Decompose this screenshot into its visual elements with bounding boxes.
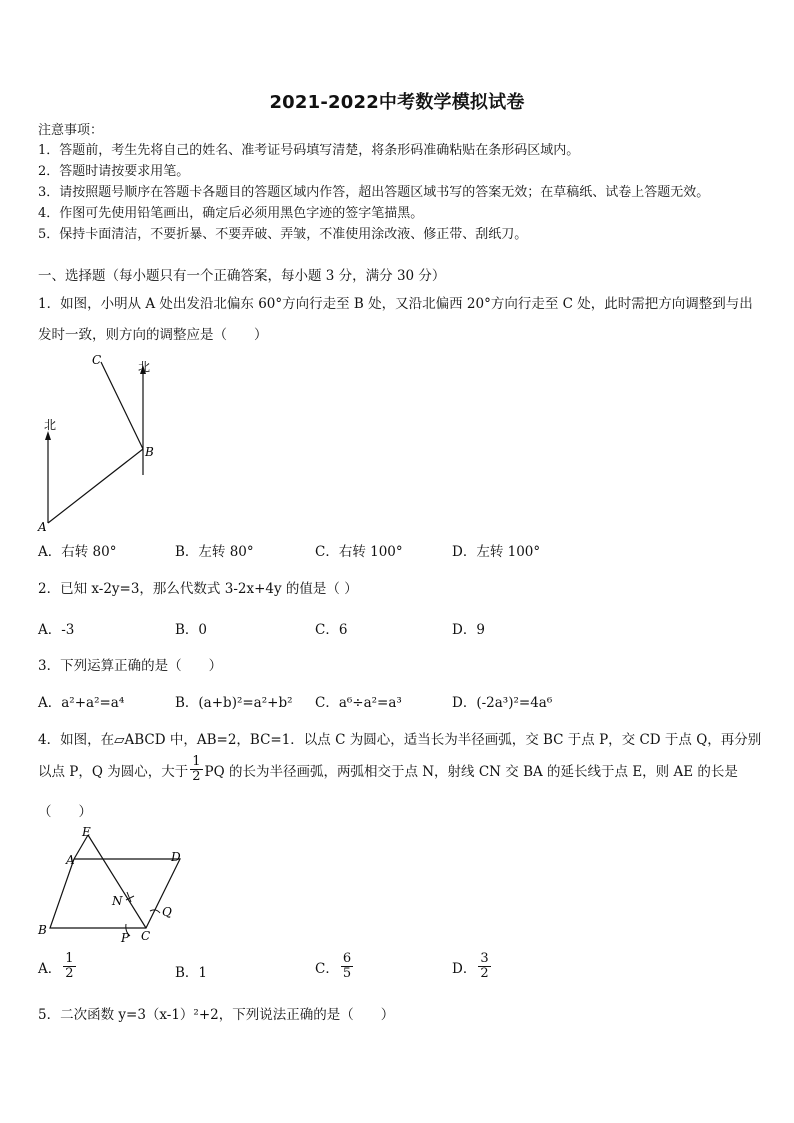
fraction-numerator: 3: [480, 951, 489, 966]
question-4-line-1: 4．如图，在▱ABCD 中，AB=2，BC=1．以点 C 为圆心，适当长为半径画弧，交 BC 于点 P，交 CD 于点 Q，再分别: [38, 732, 762, 748]
fraction-numerator: 6: [342, 951, 352, 966]
q1-option-c[interactable]: C．右转 100°: [315, 544, 403, 560]
question-1-line-2: 发时一致，则方向的调整应是（ ）: [38, 327, 268, 343]
notice-item: 1．答题前，考生先将自己的姓名、准考证号码填写清楚，将条形码准确粘贴在条形码区域内。: [38, 143, 580, 158]
q4-option-a[interactable]: [38, 952, 78, 981]
point-e-label: E: [82, 825, 91, 839]
fraction-numerator: 1: [192, 754, 201, 769]
q4-option-c[interactable]: [315, 952, 355, 981]
q1-option-d[interactable]: D．左转 100°: [452, 544, 541, 560]
north-label-b: 北: [138, 360, 151, 374]
option-label: C．: [315, 960, 339, 977]
point-c-label: C: [141, 929, 151, 943]
point-d-label: D: [171, 850, 181, 864]
option-label: A．: [38, 960, 62, 977]
north-label-a: 北: [44, 418, 57, 432]
q2-option-a[interactable]: A．-3: [38, 622, 75, 638]
segment-bc: [101, 362, 143, 449]
q1-option-b[interactable]: B．左转 80°: [175, 544, 254, 560]
option-fraction: [63, 952, 75, 981]
q3-option-c[interactable]: C．a⁶÷a²=a³: [315, 695, 402, 711]
q2-option-c[interactable]: C．6: [315, 622, 348, 638]
question-2: 2．已知 x-2y=3，那么代数式 3-2x+4y 的值是（ ）: [38, 581, 358, 597]
ray-cn: [88, 835, 146, 928]
arc-q: [150, 910, 160, 913]
question-4-figure: [30, 822, 200, 947]
option-label: D．: [452, 960, 477, 977]
option-fraction: [341, 952, 353, 981]
segment-ab: [48, 449, 143, 523]
notice-item: 5．保持卡面清洁，不要折暴、不要弄破、弄皱，不准使用涂改液、修正带、刮纸刀。: [38, 227, 528, 242]
fraction-numerator: 1: [65, 951, 74, 966]
fraction-half: [190, 755, 202, 784]
notice-heading: 注意事项：: [38, 123, 104, 138]
q1-option-a[interactable]: A．右转 80°: [38, 544, 117, 560]
fraction-denominator: 2: [65, 966, 74, 981]
page-title: 2021-2022中考数学模拟试卷: [269, 92, 525, 113]
notice-item: 3．请按照题号顺序在答题卡各题目的答题区域内作答，超出答题区域书写的答案无效；在草稿纸、试卷上答题无效。: [38, 185, 710, 200]
q3-option-d[interactable]: D．(-2a³)²=4a⁶: [452, 695, 553, 711]
q3-option-a[interactable]: A．a²+a²=a⁴: [38, 695, 125, 711]
fraction-denominator: 5: [342, 966, 352, 981]
q3-option-b[interactable]: B．(a+b)²=a²+b²: [175, 695, 293, 711]
question-1-line-1: 1．如图，小明从 A 处出发沿北偏东 60°方向行走至 B 处，又沿北偏西 20°方向行走至 C 处，此时需把方向调整到与出: [38, 296, 753, 312]
option-fraction: [478, 952, 490, 981]
point-c-label: C: [92, 353, 102, 367]
q4-option-b[interactable]: B．1: [175, 965, 208, 981]
fraction-denominator: 2: [480, 966, 489, 981]
section-heading: 一、选择题（每小题只有一个正确答案，每小题 3 分，满分 30 分）: [38, 268, 446, 284]
point-b-label: B: [38, 923, 47, 937]
point-q-label: Q: [162, 905, 172, 919]
question-1-figure: [30, 345, 170, 535]
q4-text-post: PQ 的长为半径画弧，两弧相交于点 N，射线 CN 交 BA 的延长线于点 E，则 AE 的长是: [204, 763, 738, 780]
question-4-line-3: （ ）: [38, 804, 92, 820]
q2-option-b[interactable]: B．0: [175, 622, 208, 638]
fraction-denominator: 2: [192, 769, 201, 784]
notice-item: 4．作图可先使用铅笔画出，确定后必须用黑色字迹的签字笔描黑。: [38, 206, 424, 221]
question-4-line-2: [38, 755, 738, 784]
q4-option-d[interactable]: [452, 952, 493, 981]
point-n-label: N: [112, 894, 123, 908]
q4-text-pre: 以点 P，Q 为圆心，大于: [38, 763, 189, 780]
question-3: 3．下列运算正确的是（ ）: [38, 658, 223, 674]
q2-option-d[interactable]: D．9: [452, 622, 485, 638]
arrowhead-icon: [45, 431, 51, 440]
point-p-label: P: [121, 931, 130, 945]
point-b-label: B: [145, 445, 154, 459]
notice-item: 2．答题时请按要求用笔。: [38, 164, 190, 179]
question-5: 5．二次函数 y=3（x-1）²+2，下列说法正确的是（ ）: [38, 1007, 395, 1023]
point-a-label: A: [66, 853, 75, 867]
point-a-label: A: [38, 520, 47, 534]
